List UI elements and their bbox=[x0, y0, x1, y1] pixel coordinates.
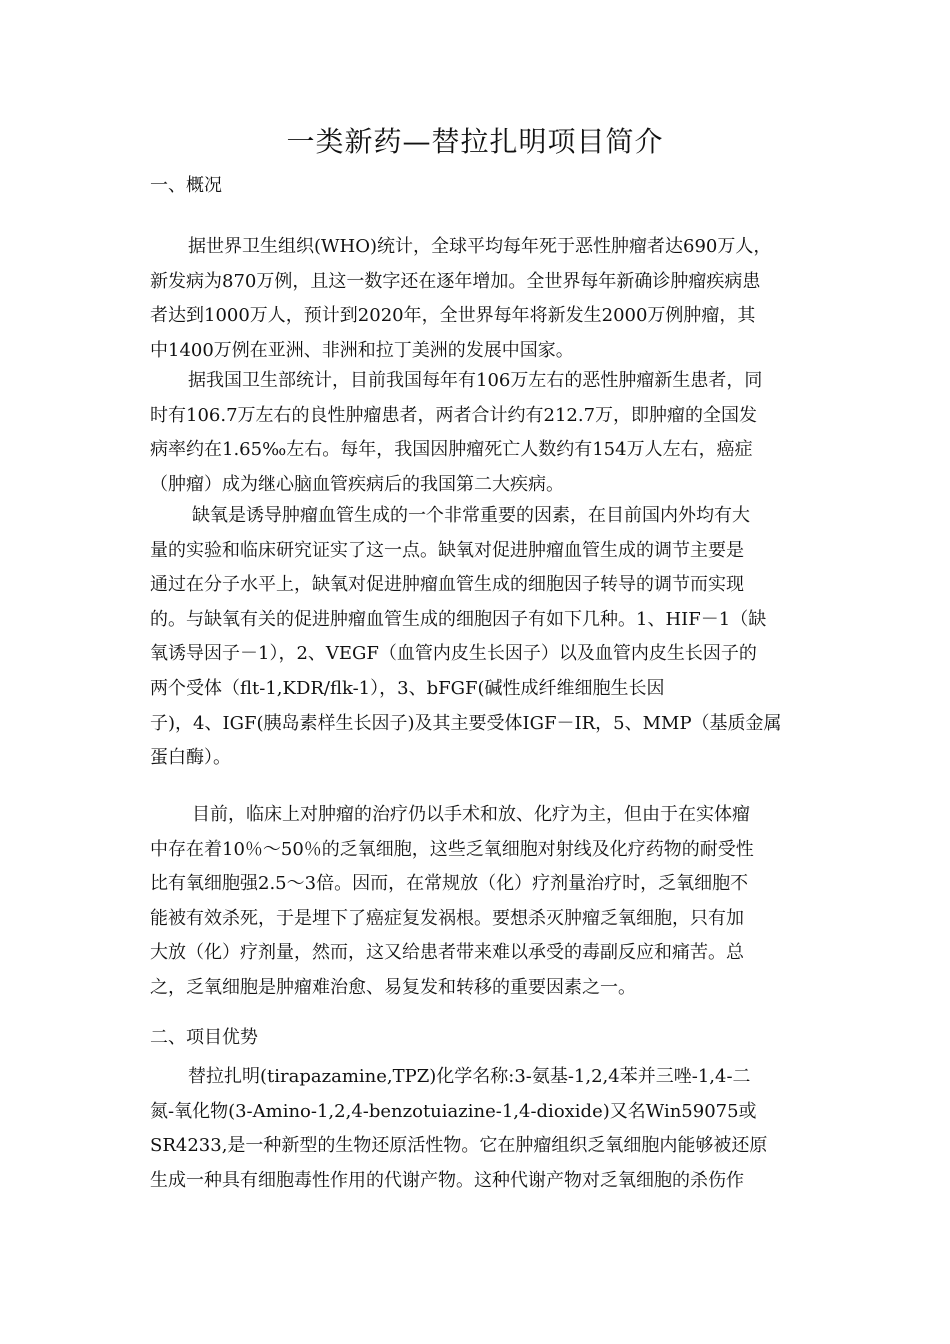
paragraph-line: 生成一种具有细胞毒性作用的代谢产物。这种代谢产物对乏氧细胞的杀伤作 bbox=[150, 1169, 744, 1191]
paragraph-line: 的。与缺氧有关的促进肿瘤血管生成的细胞因子有如下几种。1、HIF－1（缺 bbox=[150, 608, 767, 630]
paragraph-line: 子)，4、IGF(胰岛素样生长因子)及其主要受体IGF－IR，5、MMP（基质金属 bbox=[150, 712, 782, 734]
document-title: 一类新药—替拉扎明项目简介 bbox=[286, 125, 664, 158]
paragraph-line: 能被有效杀死，于是埋下了癌症复发祸根。要想杀灭肿瘤乏氧细胞，只有加 bbox=[150, 907, 744, 929]
paragraph-line: 据我国卫生部统计，目前我国每年有106万左右的恶性肿瘤新生患者，同 bbox=[188, 370, 763, 391]
paragraph-line: 通过在分子水平上，缺氧对促进肿瘤血管生成的细胞因子转导的调节而实现 bbox=[150, 574, 744, 596]
paragraph-line: 氮-氧化物(3-Amino-1,2,4-benzotuiazine-1,4-dioxide)又名Win59075或 bbox=[150, 1100, 757, 1122]
paragraph-line: 中存在着10％～50％的乏氧细胞，这些乏氧细胞对射线及化疗药物的耐受性 bbox=[150, 838, 754, 860]
paragraph-line: 之，乏氧细胞是肿瘤难治愈、易复发和转移的重要因素之一。 bbox=[150, 976, 636, 998]
paragraph-hypoxic-cells-treatment bbox=[150, 798, 802, 1006]
paragraph-line: 新发病为870万例，且这一数字还在逐年增加。全世界每年新确诊肿瘤疾病患 bbox=[150, 270, 761, 292]
section-heading-overview: 一、概况 bbox=[150, 175, 222, 196]
paragraph-line: 者达到1000万人，预计到2020年，全世界每年将新发生2000万例肿瘤，其 bbox=[150, 305, 756, 327]
paragraph-line: 大放（化）疗剂量，然而，这又给患者带来难以承受的毒副反应和痛苦。总 bbox=[150, 942, 744, 964]
paragraph-line: 缺氧是诱导肿瘤血管生成的一个非常重要的因素，在目前国内外均有大 bbox=[192, 505, 750, 526]
paragraph-line: 病率约在1.65‰左右。每年，我国因肿瘤死亡人数约有154万人左右，癌症 bbox=[150, 439, 753, 461]
paragraph-line: 目前，临床上对肿瘤的治疗仍以手术和放、化疗为主，但由于在实体瘤 bbox=[192, 804, 750, 825]
paragraph-line: （肿瘤）成为继心脑血管疾病后的我国第二大疾病。 bbox=[150, 473, 564, 495]
paragraph-line: 替拉扎明(tirapazamine,TPZ)化学名称:3-氨基-1,2,4苯并三唑-1,4-二 bbox=[188, 1066, 751, 1087]
paragraph-line: 两个受体（flt-1,KDR/flk-1），3、bFGF(碱性成纤维细胞生长因 bbox=[150, 677, 665, 699]
paragraph-hypoxia-angiogenesis bbox=[150, 499, 802, 776]
paragraph-line: 蛋白酶）。 bbox=[150, 747, 231, 769]
paragraph-line: 中1400万例在亚洲、非洲和拉丁美洲的发展中国家。 bbox=[150, 339, 574, 361]
paragraph-cancer-statistics-china bbox=[150, 364, 802, 502]
paragraph-line: 时有106.7万左右的良性肿瘤患者，两者合计约有212.7万，即肿瘤的全国发 bbox=[150, 404, 758, 426]
paragraph-line: 据世界卫生组织(WHO)统计，全球平均每年死于恶性肿瘤者达690万人， bbox=[188, 236, 772, 257]
paragraph-line: 氧诱导因子－1），2、VEGF（血管内皮生长因子）以及血管内皮生长因子的 bbox=[150, 643, 757, 665]
paragraph-line: 量的实验和临床研究证实了这一点。缺氧对促进肿瘤血管生成的调节主要是 bbox=[150, 539, 744, 561]
paragraph-line: SR4233,是一种新型的生物还原活性物。它在肿瘤组织乏氧细胞内能够被还原 bbox=[150, 1135, 768, 1157]
paragraph-cancer-statistics-world bbox=[150, 230, 802, 368]
section-heading-advantages: 二、项目优势 bbox=[150, 1027, 258, 1048]
paragraph-line: 比有氧细胞强2.5～3倍。因而，在常规放（化）疗剂量治疗时，乏氧细胞不 bbox=[150, 873, 749, 895]
paragraph-tirapazamine-description bbox=[150, 1060, 802, 1198]
